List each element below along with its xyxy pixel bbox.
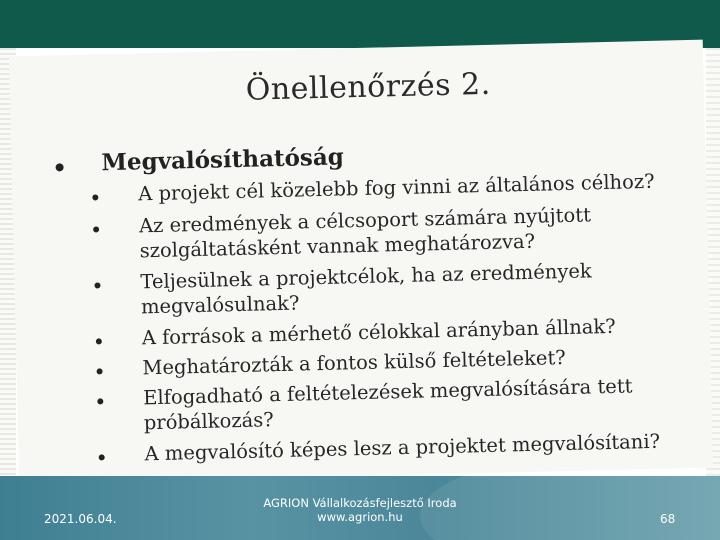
list-item-text: Az eredmények a célcsoport számára nyújtott szolgáltatásként vannak meghatározva? [138, 203, 592, 263]
list-item-text: Teljesülnek a projektcélok, ha az eredmények megvalósulnak? [140, 259, 592, 319]
footer-date: 2021.06.04. [44, 512, 117, 526]
list-item-text: Meghatározták a fontos külső feltételeket? [142, 346, 566, 380]
list-item [92, 169, 655, 206]
bullet-icon [97, 368, 103, 374]
bullet-icon [93, 226, 99, 232]
list-item-text: Elfogadható a feltételezések megvalósítására tett próbálkozás? [142, 374, 633, 435]
bullet-icon [99, 454, 105, 460]
bullet-icon [94, 282, 100, 288]
footer-organization [230, 496, 490, 524]
page-number: 68 [660, 512, 676, 526]
scanned-page [9, 40, 713, 485]
section-heading: Megvalósíthatóság [101, 143, 345, 177]
list-item-text: A források a mérhető célokkal arányban állnak? [141, 314, 616, 350]
footer-bar [0, 476, 720, 540]
list-item-text: A megvalósító képes lesz a projektet megvalósítani? [144, 429, 661, 466]
question-list [9, 40, 713, 485]
page-title: Önellenőrzés 2. [245, 66, 492, 108]
bullet-icon [96, 338, 102, 344]
footer-url: www.agrion.hu [317, 510, 403, 524]
bullet-icon [97, 398, 103, 404]
bullet-icon [92, 194, 98, 200]
footer-org-name: AGRION Vállalkozásfejlesztő Iroda [263, 496, 457, 510]
list-item-text: A projekt cél közelebb fog vinni az általános célhoz? [137, 169, 655, 206]
